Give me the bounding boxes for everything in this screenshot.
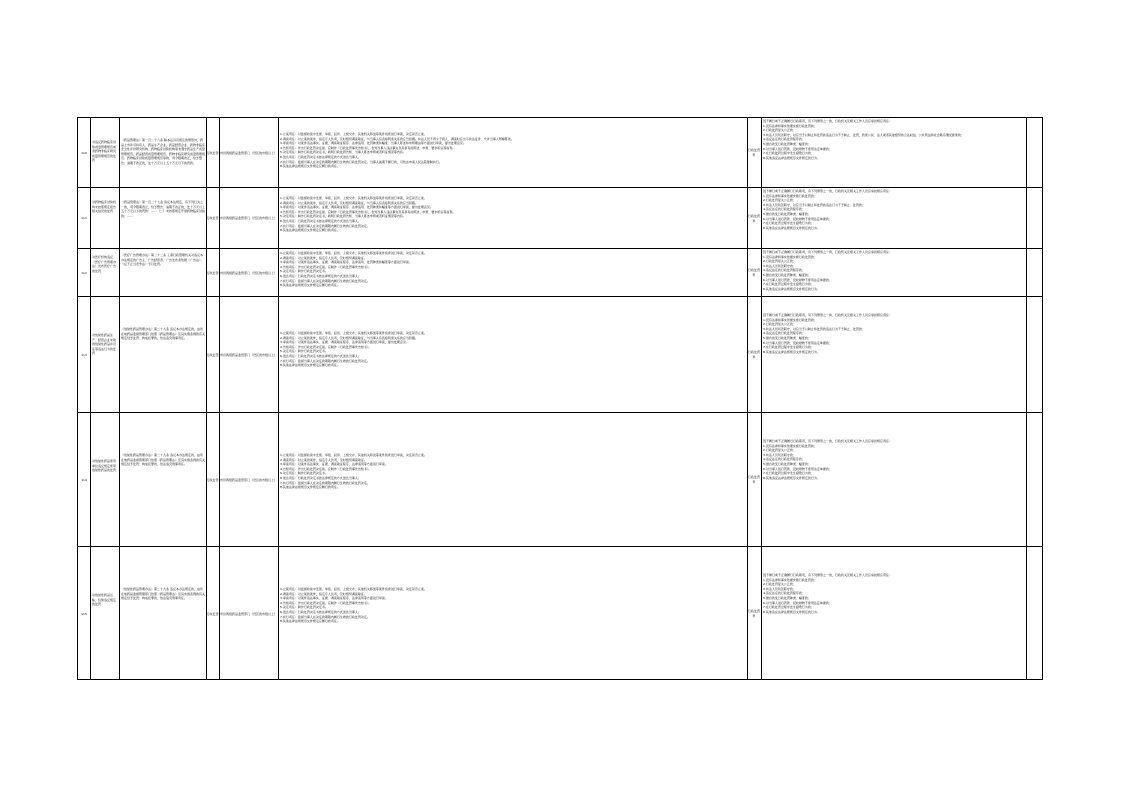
duty-content: 1.立案责任：对监督检查中发现、举报、投诉、上级交办、其他机关移送等案件线索进行审查，决定是否立案。 2.调查责任：对立案的案件，指定专人负责，及时组织调查取证，与当事人有直接利害关系的应当回避。 3.审查责任：对案件违法事实、证据、调查取证程序、法律适用等方面进行审查，提出处理意见。 4.告知责任：作出行政处罚决定前，应制作《行政处罚事先告知书》。 5.决定责任：制作行政处罚决定书。 6.送达责任：行政处罚决定书按法律规定的方式送达当事人。 7.执行责任：监督当事人在决定的期限内履行生效的行政处罚决定。 8.其他法律法规规章文件规定应履行的责任。: [280, 331, 427, 368]
item-name: 对放射性药品运输、包装违反规定的处罚: [92, 593, 117, 607]
table-row: [78, 249, 1042, 297]
implementing-agency: 市县两级药品监管部门（设区的市级以上）: [219, 216, 277, 221]
duty-content: 1.立案责任：对监督检查中发现、举报、投诉、上级交办、其他机关移送等案件线索进行审查，决定是否立案。 2.调查责任：对立案的案件，指定专人负责，及时组织调查取证。 3.审查责任：对案件违法事实、证据、调查取证程序、法律适用等方面进行审查。 4.告知责任：作出行政处罚决定前，应制作《行政处罚事先告知书》。 5.决定责任：制作行政处罚决定书。 6.送达责任：行政处罚决定书按法律规定的方式送达当事人。 7.执行责任：监督当事人在决定的期限内履行生效的行政处罚决定。 8.其他法律法规规章文件规定应履行的责任。: [280, 587, 427, 624]
legal-basis: 《药品管理法》第一百二十七条 违反本法规定，有下列行为之一的，责令限期改正，给予警告；逾期不改正的，处十万元以上五十万元以下的罚款：……（二）未按照规定开展药物临床试验的；……: [121, 200, 205, 218]
responsibility-table: [77, 117, 1043, 680]
responsible-dept: 行政处罚科: [747, 213, 760, 223]
responsible-dept: 行政处罚科: [747, 268, 760, 277]
item-name: 对药物临床试验机构未按照规定报告相关信息的处罚: [92, 200, 117, 214]
row-number: 110: [81, 150, 87, 155]
responsible-dept: 行政处罚科: [747, 148, 760, 157]
legal-basis: 《放射性药品管理办法》第二十九条 违反本办法规定的，由所在地药品监督管理部门依照《药品管理法》及其实施条例的有关规定给予处罚；构成犯罪的，依法追究刑事责任。: [121, 453, 205, 467]
accountability: 因不履行或不正确履行行政职责，有下列情形之一的，行政机关及相关工作人员应承担相应责任： 1.没有法律和事实依据实施行政处罚的； 2.行政处罚显失公正的； 3.执法人员玩忽职守，对应当予以制止和处罚的违法行为不予制止、处罚，致使公民、法人或者其他组织的合法权益、公共利益和社会秩序遭受损害的； 4.违反法定的行政处罚程序的； 5.擅自改变行政处罚种类、幅度的； 6.对当事人进行罚款、没收财物不使用法定单据的； 7.在行政处罚过程中发生腐败行为的； 8.其他违反法律法规规章文件规定的行为。: [763, 119, 964, 160]
table-row: [78, 297, 1042, 413]
legal-basis: 《放射性药品管理办法》第二十九条 违反本办法规定的，由所在地药品监督管理部门依照《药品管理法》及其实施条例的有关规定给予处罚；构成犯罪的，依法追究刑事责任。: [121, 327, 205, 341]
accountability: 因不履行或不正确履行行政职责，有下列情形之一的，行政机关及相关工作人员应承担相应责任： 1.没有法律和事实依据实施行政处罚的； 2.行政处罚显失公正的； 3.执法人员玩忽职守的； 4.违反法定的行政处罚程序的； 5.擅自改变行政处罚种类、幅度的； 6.对当事人进行罚款、没收财物不使用法定单据的； 7.在行政处罚过程中发生腐败行为的； 8.其他违反法律法规规章文件规定的行为。: [763, 439, 893, 480]
legal-basis: 《药品管理法》第一百二十六条 除本法另有规定的情形外，药品上市许可持有人、药品生产企业、药品经营企业、药物非临床安全性评价研究机构、药物临床试验机构等未遵守药品生产质量管理规范、药品经营质量管理规范、药物非临床研究质量管理规范、药物临床试验质量管理规范等的，责令限期改正，给予警告；逾期不改正的，处十万元以上五十万元以下的罚款。: [121, 138, 205, 165]
item-name: 对放射性药品使用单位违反规定使用放射性药品的处罚: [92, 459, 117, 473]
power-type: 行政处罚: [206, 150, 219, 155]
implementing-agency: 市县两级药品监管部门（设区的市级以上）: [219, 611, 277, 616]
responsible-dept: 行政处罚科: [747, 609, 760, 618]
legal-basis: 《医疗广告管理办法》第二十二条 工商行政管理机关对违反本办法规定的广告主、广告经营者、广告发布者依据《广告法》、《反不正当竞争法》予以处罚。: [121, 253, 204, 267]
accountability: 因不履行或不正确履行行政职责，有下列情形之一的，行政机关及相关工作人员应承担相应责任： 1.没有法律和事实依据实施行政处罚的； 2.行政处罚显失公正的； 3.执法人员玩忽职守，对应当予以制止和处罚的违法行为不予制止、处罚的； 4.违反法定的行政处罚程序的； 5.擅自改变行政处罚种类、幅度的； 6.对当事人进行罚款、没收财物不使用法定单据的； 7.在行政处罚过程中发生腐败行为的； 8.其他违反法律法规规章文件规定的行为。: [763, 313, 893, 354]
item-name: 对违反药物临床试验质量管理规范或者药物非临床研究质量管理规范的处罚: [92, 140, 117, 163]
row-number: 111: [81, 216, 87, 221]
responsible-dept: 行政处罚科: [747, 350, 760, 359]
table-row: [78, 413, 1042, 547]
duty-content: 1.立案责任：对监督检查中发现、举报、投诉、上级交办、其他机关移送等案件线索进行审查，决定是否立案。 2.调查责任：对立案的案件，指定专人负责，及时组织调查取证，与当事人有直接利害关系的应当回避。执法人员不得少于两人，调查时应出示执法证件，允许当事人辩解陈述。 3.审查责任：对案件违法事实、证据、调查取证程序、法律适用、处罚种类和幅度、当事人陈述和申辩理由等方面进行审查，提出处理意见。 4.告知责任：作出行政处罚决定前，应制作《行政处罚事先告知书》，告知当事人违法事实及其享有的陈述、申辩、要求听证等权利。 5.决定责任：制作行政处罚决定书，载明行政处罚告知、当事人陈述申辩或者听证情况等内容。 6.送达责任：行政处罚决定书按法律规定的方式送达当事人。 7.执行责任：监督当事人在决定的期限内履行生效的行政处罚决定。当事人逾期不履行的，可依法申请人民法院强制执行。 8.其他法律法规规章文件规定应履行的责任。: [280, 132, 514, 169]
table-row: [78, 547, 1042, 681]
item-name: 对放射性药品生产、经营企业未取得放射性药品许可证等违法行为的处罚: [92, 333, 117, 356]
power-type: 行政处罚: [206, 216, 219, 221]
power-type: 行政处罚: [206, 477, 219, 482]
power-type: 行政处罚: [206, 270, 219, 275]
item-name: 对医疗机构违反《医疗广告管理办法》发布医疗广告的处罚: [92, 255, 117, 273]
implementing-agency: 市县两级药品监管部门（设区的市级以上）: [219, 352, 277, 357]
duty-content: 1.立案责任：对监督检查中发现、举报、投诉、上级交办、其他机关移送等案件线索进行审查，决定是否立案。 2.调查责任：对立案的案件，指定专人负责，及时组织调查取证，与当事人有直接利害关系的应当回避。 3.审查责任：对案件违法事实、证据、调查取证程序、法律适用、处罚种类和幅度等方面进行审查，提出处理意见。 4.告知责任：作出行政处罚决定前，应制作《行政处罚事先告知书》，告知当事人违法事实及其享有的陈述、申辩、要求听证等权利。 5.决定责任：制作行政处罚决定书，载明行政处罚告知、当事人陈述申辩或者听证情况等内容。 6.送达责任：行政处罚决定书按法律规定的方式送达当事人。 7.执行责任：监督当事人在决定的期限内履行生效的行政处罚决定。 8.其他法律法规规章文件规定应履行的责任。: [280, 196, 456, 233]
accountability: 因不履行或不正确履行行政职责，有下列情形之一的，行政机关及相关工作人员应承担相应责任： 1.没有法律和事实依据实施行政处罚的； 2.行政处罚显失公正的； 3.执法人员玩忽职守，对应当予以制止和处罚的违法行为不予制止、处罚的； 4.违反法定的行政处罚程序的； 5.擅自改变行政处罚种类、幅度的； 6.对当事人进行罚款、没收财物不使用法定单据的； 7.在行政处罚过程中发生腐败行为的； 8.其他违反法律法规规章文件规定的行为。: [763, 189, 893, 230]
row-number: 115: [81, 611, 87, 616]
table-row: [78, 118, 1042, 188]
implementing-agency: 市县两级药品监管部门（设区的市级以上）: [219, 150, 277, 155]
implementing-agency: 市县两级药品监管部门（设区的市级以上）: [219, 270, 277, 275]
accountability: 因不履行或不正确履行行政职责，有下列情形之一的，行政机关及相关工作人员应承担相应责任： 1.没有法律和事实依据实施行政处罚的； 2.行政处罚显失公正的； 3.执法人员玩忽职守的； 4.违反法定的行政处罚程序的； 5.擅自改变行政处罚种类、幅度的； 6.对当事人进行罚款、没收财物不使用法定单据的； 7.在行政处罚过程中发生腐败行为的； 8.其他违反法律法规规章文件规定的行为。: [763, 250, 893, 291]
power-type: 行政处罚: [206, 611, 219, 616]
row-number: 112: [81, 270, 87, 275]
row-number: 113: [81, 352, 87, 357]
duty-content: 1.立案责任：对监督检查中发现、举报、投诉、上级交办、其他机关移送等案件线索进行审查，决定是否立案。 2.调查责任：对立案的案件，指定专人负责，及时组织调查取证。 3.审查责任：对案件违法事实、证据、调查取证程序、法律适用、处罚种类和幅度等方面进行审查。 4.告知责任：作出行政处罚决定前，应制作《行政处罚事先告知书》。 5.决定责任：制作行政处罚决定书。 6.送达责任：行政处罚决定书按法律规定的方式送达当事人。 7.执行责任：监督当事人在决定的期限内履行生效的行政处罚决定。 8.其他法律法规规章文件规定应履行的责任。: [280, 251, 427, 288]
row-number: 114: [81, 477, 87, 482]
table-row: [78, 188, 1042, 249]
power-type: 行政处罚: [206, 352, 219, 357]
duty-content: 1.立案责任：对监督检查中发现、举报、投诉、上级交办、其他机关移送等案件线索进行审查，决定是否立案。 2.调查责任：对立案的案件，指定专人负责，及时组织调查取证。 3.审查责任：对案件违法事实、证据、调查取证程序、法律适用等方面进行审查。 4.告知责任：作出行政处罚决定前，应制作《行政处罚事先告知书》。 5.决定责任：制作行政处罚决定书。 6.送达责任：行政处罚决定书按法律规定的方式送达当事人。 7.执行责任：监督当事人在决定的期限内履行生效的行政处罚决定。 8.其他法律法规规章文件规定应履行的责任。: [280, 453, 427, 490]
accountability: 因不履行或不正确履行行政职责，有下列情形之一的，行政机关及相关工作人员应承担相应责任： 1.没有法律和事实依据实施行政处罚的； 2.行政处罚显失公正的； 3.执法人员玩忽职守的； 4.违反法定的行政处罚程序的； 5.擅自改变行政处罚种类、幅度的； 6.对当事人进行罚款、没收财物不使用法定单据的； 7.在行政处罚过程中发生腐败行为的； 8.其他违反法律法规规章文件规定的行为。: [763, 573, 893, 614]
legal-basis: 《放射性药品管理办法》第二十九条 违反本办法规定的，由所在地药品监督管理部门依照《药品管理法》及其实施条例的有关规定给予处罚；构成犯罪的，依法追究刑事责任。: [121, 587, 205, 601]
implementing-agency: 市县两级药品监管部门（设区的市级以上）: [219, 477, 277, 482]
responsible-dept: 行政处罚科: [747, 475, 760, 484]
